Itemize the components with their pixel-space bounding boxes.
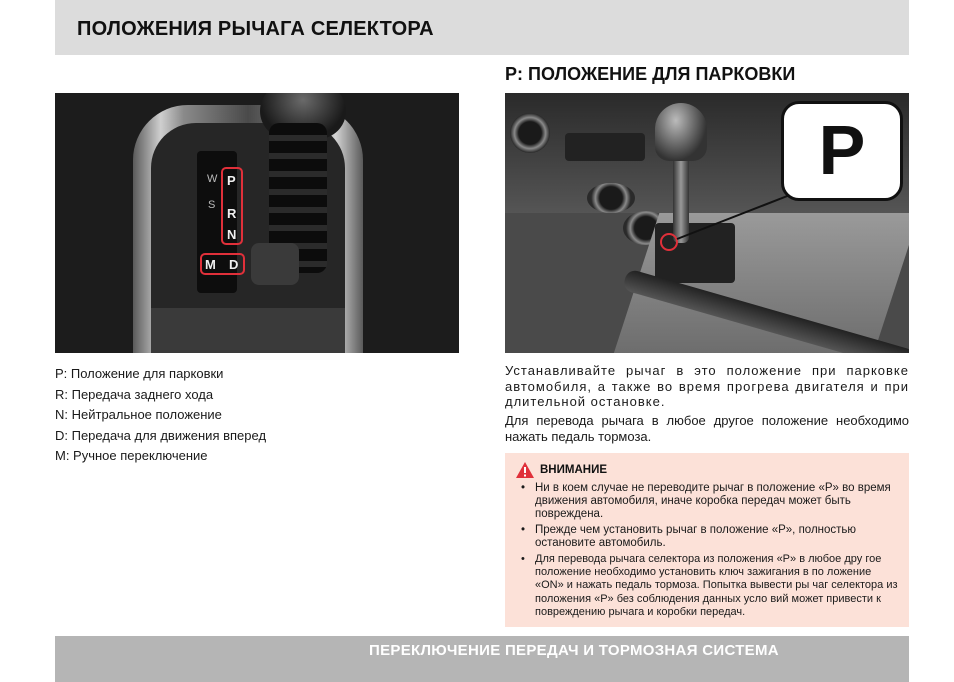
gear-letter-d: D (229, 257, 239, 272)
md-highlight (200, 253, 245, 275)
callout-letter: P (818, 111, 866, 189)
body-paragraph: Для перевода рычага в любое другое положение необходимо нажать педаль тормоза. (505, 413, 909, 444)
footer-band (55, 636, 909, 682)
gear-letter-n: N (227, 227, 237, 242)
body-paragraph: Устанавливайте рычаг в это положение при парковке автомобиля, а также во время прогрева двигателя и при длительной остановке. (505, 363, 909, 409)
console-bottom (151, 308, 345, 353)
list-item: D: Передача для движения вперед (55, 427, 267, 443)
warning-header (515, 461, 901, 479)
warning-item: • Для перевода рычага селектора из положения «P» в любое дру гое положение необходимо установить ключ зажигания в по ложение «ON» и нажать педаль тормоза. Попытка вывести ры чаг селектора из положения «P» без соблюдения данных усло вий может привести к повреждению рычага и коробки передач. (513, 553, 901, 619)
warning-icon (515, 461, 535, 479)
warning-item: • Прежде чем установить рычаг в положение «P», полностью остановите автомобиль. (513, 524, 901, 550)
gear-letter-s: S (208, 199, 216, 211)
list-item: P: Положение для парковки (55, 366, 224, 381)
gear-letter-m: M (205, 257, 216, 272)
page-title: ПОЛОЖЕНИЯ РЫЧАГА СЕЛЕКТОРА (77, 18, 434, 40)
gear-letter-r: R (227, 206, 237, 221)
footer-title: ПЕРЕКЛЮЧЕНИЕ ПЕРЕДАЧ И ТОРМОЗНАЯ СИСТЕМА (369, 642, 779, 659)
warning-item: • Ни в коем случае не переводите рычаг в положение «P» во время движения автомобиля, иначе коробка передач может быть повреждена. (513, 482, 901, 521)
park-position-photo (505, 93, 909, 353)
prn-highlight (221, 167, 243, 245)
list-item: R: Передача заднего хода (55, 386, 214, 402)
callout-box (781, 101, 903, 201)
gear-legend (55, 364, 455, 467)
header-band (55, 0, 909, 55)
section-title: P: ПОЛОЖЕНИЕ ДЛЯ ПАРКОВКИ (505, 64, 796, 84)
gear-letter-p: P (227, 173, 236, 188)
warning-box (505, 453, 909, 627)
shift-gate (251, 243, 299, 285)
gear-letter-w: W (207, 173, 218, 185)
list-item: M: Ручное переключение (55, 448, 208, 464)
warning-title: ВНИМАНИЕ (540, 464, 608, 476)
gear-selector-photo (55, 93, 459, 353)
list-item: N: Нейтральное положение (55, 407, 222, 423)
